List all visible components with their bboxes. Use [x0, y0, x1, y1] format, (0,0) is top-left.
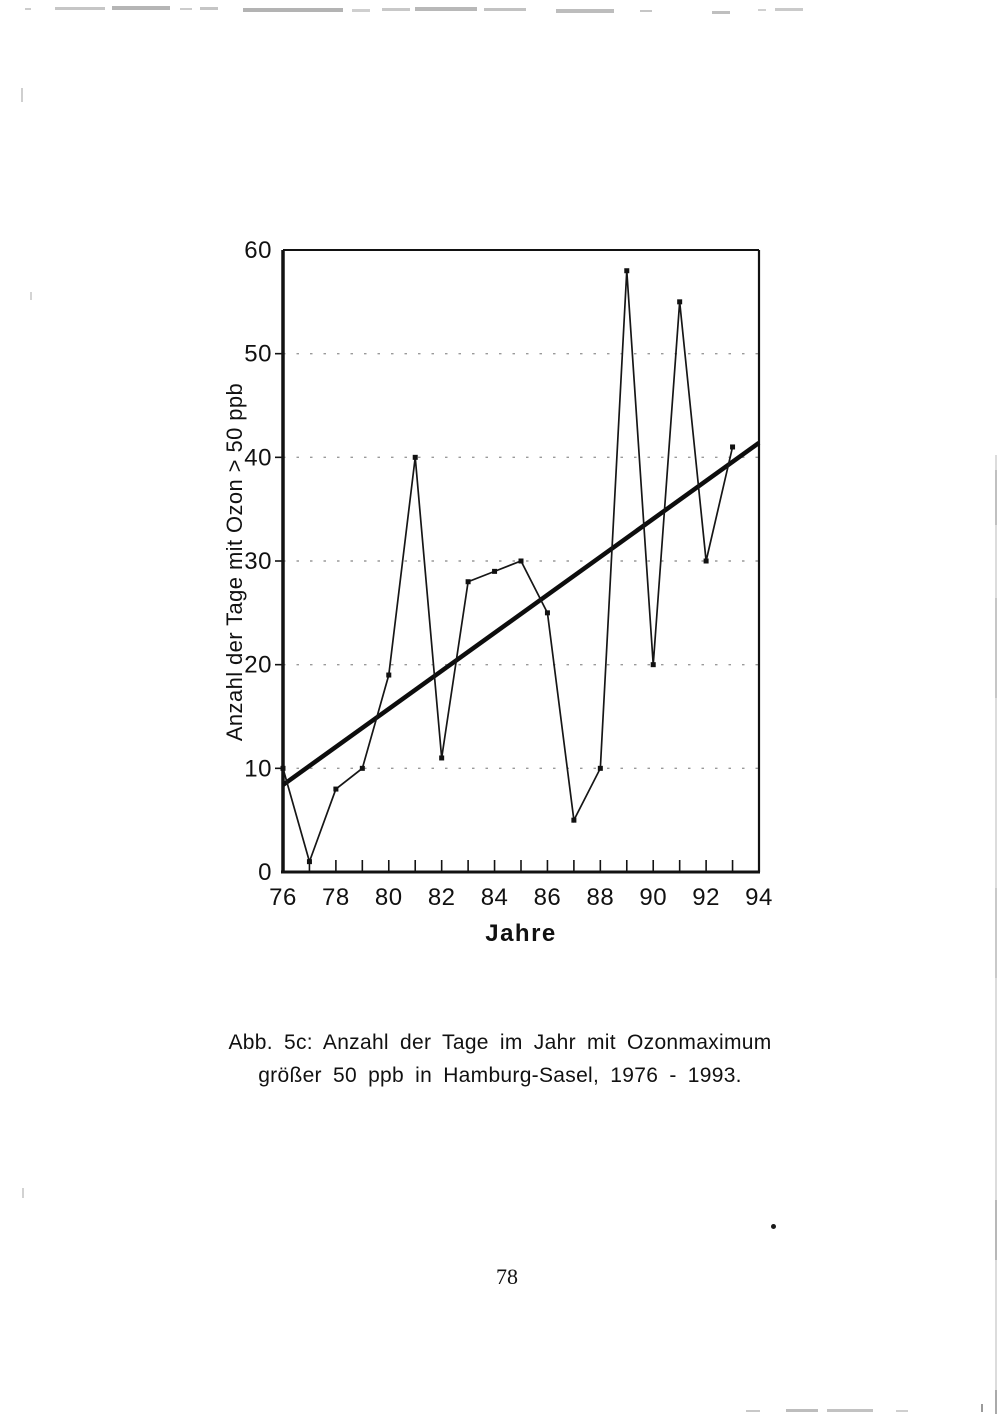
scan-artifact	[243, 8, 343, 12]
data-point	[545, 610, 550, 615]
x-tick-label: 82	[427, 884, 456, 911]
scan-artifact	[556, 9, 614, 13]
data-point	[360, 766, 365, 771]
scan-artifact	[55, 7, 105, 10]
y-tick-label: 60	[244, 237, 272, 264]
scan-artifact	[995, 888, 997, 978]
figure-caption-line1: Abb. 5c: Anzahl der Tage im Jahr mit Ozonmaximum	[228, 1031, 772, 1054]
data-point	[677, 299, 682, 304]
data-point	[386, 673, 391, 678]
x-tick-label: 76	[269, 884, 297, 911]
figure-caption	[100, 1026, 900, 1092]
scan-artifact	[25, 8, 31, 10]
page-number: 78	[496, 1264, 518, 1289]
data-point	[333, 787, 338, 792]
y-tick-label: 20	[244, 651, 272, 679]
x-tick-label: 88	[586, 884, 615, 911]
scan-artifact	[995, 470, 997, 525]
scan-artifact	[775, 8, 803, 11]
scan-artifact	[200, 7, 218, 10]
scan-artifact	[995, 1200, 997, 1260]
data-point	[571, 818, 576, 823]
x-tick-label: 84	[480, 884, 509, 911]
data-line	[283, 271, 733, 862]
scan-artifact	[896, 1410, 908, 1412]
data-point	[413, 455, 418, 460]
data-point	[519, 559, 524, 564]
scan-artifact	[712, 11, 730, 14]
x-tick-label: 92	[692, 884, 720, 911]
y-tick-label: 50	[244, 340, 272, 368]
x-tick-label: 94	[745, 884, 773, 911]
scan-artifact	[758, 9, 766, 11]
x-axis-title: Jahre	[485, 920, 557, 947]
scan-artifact	[746, 1410, 760, 1412]
scan-artifact	[786, 1409, 818, 1412]
scan-artifact	[640, 10, 652, 12]
y-tick-label: 30	[244, 548, 272, 575]
x-tick-label: 78	[322, 884, 350, 911]
scan-artifact	[981, 1404, 983, 1412]
scan-artifact	[995, 1390, 997, 1414]
scan-artifact	[484, 8, 526, 11]
scan-artifact	[827, 1409, 873, 1412]
ink-dot-artifact	[771, 1224, 776, 1229]
data-point	[281, 766, 286, 771]
x-tick-label: 86	[533, 884, 562, 911]
y-axis-title: Anzahl der Tage mit Ozon > 50 ppb	[222, 382, 247, 742]
data-point	[651, 662, 656, 667]
y-tick-label: 0	[258, 859, 272, 886]
data-point	[307, 859, 312, 864]
scan-artifact	[415, 7, 477, 11]
scan-artifact	[112, 6, 170, 10]
scan-artifact	[995, 598, 997, 698]
scan-artifact	[180, 8, 192, 10]
data-point	[439, 755, 444, 760]
data-point	[730, 444, 735, 449]
scan-artifact	[352, 9, 370, 12]
scan-artifact	[30, 292, 32, 300]
scan-artifact	[22, 1188, 24, 1198]
y-tick-label: 40	[244, 444, 272, 472]
data-point	[598, 766, 603, 771]
scan-artifact	[382, 8, 410, 11]
scan-artifact	[21, 88, 23, 102]
figure-caption-line2: größer 50 ppb in Hamburg-Sasel, 1976 - 1993.	[258, 1064, 742, 1087]
x-tick-label: 90	[639, 884, 668, 911]
data-point	[466, 579, 471, 584]
trend-line	[283, 443, 759, 785]
data-point	[704, 559, 709, 564]
x-tick-label: 80	[374, 884, 403, 911]
y-tick-label: 10	[244, 755, 272, 783]
data-point	[492, 569, 497, 574]
data-point	[624, 268, 629, 273]
